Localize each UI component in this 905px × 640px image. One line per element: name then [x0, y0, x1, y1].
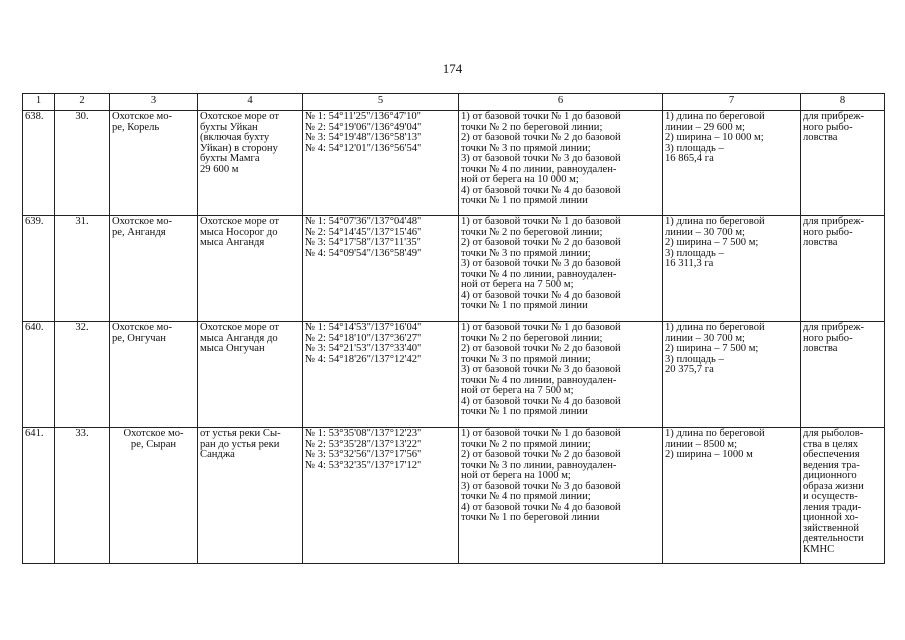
table-row: [23, 428, 885, 564]
text-line: точки № 1 по прямой линии: [461, 406, 588, 417]
text-line: зяйственной: [803, 522, 860, 534]
text-line: 4) от базовой точки № 4 до базовой: [461, 395, 621, 407]
text-line: 1) длина по береговой: [665, 322, 765, 333]
text-line: 3) от базовой точки № 3 до базовой: [461, 153, 621, 164]
text-line: точки № 2 по береговой линии;: [461, 332, 603, 344]
text-line: деятельности: [803, 533, 864, 544]
row-number: 638.: [23, 111, 55, 216]
text-line: точки № 4 по линии, равноудален-: [461, 374, 617, 386]
text-line: (включая бухту: [200, 132, 270, 143]
col-header-3: 3: [110, 94, 198, 111]
text-line: Охотское море от: [200, 111, 279, 122]
text-line: 2) ширина – 10 000 м;: [665, 132, 764, 143]
text-line: ционной хо-: [803, 512, 859, 523]
text-line: точки № 1 по береговой линии: [461, 512, 600, 523]
text-line: ре, Корель: [112, 121, 160, 133]
text-line: 2) ширина – 7 500 м;: [665, 343, 759, 354]
text-line: для прибреж-: [803, 216, 865, 227]
area-name: [110, 428, 198, 564]
text-line: 1) длина по береговой: [665, 216, 765, 227]
text-line: точки № 2 по прямой линии;: [461, 438, 591, 450]
text-line: точки № 3 по прямой линии;: [461, 353, 591, 365]
row-number: 641.: [23, 428, 55, 564]
text-line: и осуществ-: [803, 491, 858, 502]
text-line: ного рыбо-: [803, 226, 853, 238]
boundary-description: [459, 111, 663, 216]
text-line: 20 375,7 га: [665, 364, 714, 375]
text-line: ной от берега на 7 500 м;: [461, 279, 574, 290]
text-line: линии – 30 700 м;: [665, 332, 745, 344]
text-line: точки № 4 по линии, равноудален-: [461, 268, 617, 280]
area-dimensions: [663, 216, 801, 322]
text-line: мыса Ангандя: [200, 237, 265, 248]
base-point-coordinates: [303, 216, 459, 322]
text-line: бухты Мамга: [200, 153, 260, 164]
fishing-areas-table: [22, 93, 885, 564]
col-header-1: 1: [23, 94, 55, 111]
text-line: № 1: 54°11'25"/136°47'10": [305, 111, 421, 122]
row-number: 640.: [23, 322, 55, 428]
text-line: № 3: 53°32'56"/137°17'56": [305, 449, 422, 460]
text-line: мыса Ангандя до: [200, 332, 278, 344]
text-line: мыса Онгучан: [200, 343, 265, 354]
text-line: ран до устья реки: [200, 438, 280, 450]
page-number: 174: [442, 61, 463, 76]
text-line: Охотское мо-: [112, 322, 173, 333]
base-point-coordinates: [303, 322, 459, 428]
text-line: диционного: [803, 470, 857, 481]
text-line: № 4: 53°32'35"/137°17'12": [305, 459, 422, 471]
text-line: точки № 3 по прямой линии;: [461, 247, 591, 259]
text-line: ведения тра-: [803, 459, 860, 471]
area-dimensions: [663, 428, 801, 564]
text-line: 3) площадь –: [665, 247, 724, 259]
text-line: линии – 29 600 м;: [665, 121, 745, 133]
text-line: линии – 8500 м;: [665, 438, 738, 450]
text-line: Охотское море от: [200, 322, 279, 333]
text-line: № 2: 54°19'06"/136°49'04": [305, 121, 422, 133]
text-line: ства в целях: [803, 438, 859, 450]
text-line: ре, Ангандя: [112, 226, 166, 238]
text-line: Уйкан) в сторону: [200, 142, 278, 154]
text-line: ловства: [803, 343, 838, 354]
text-line: Охотское мо-: [123, 428, 184, 439]
fishing-purpose: [801, 428, 885, 564]
text-line: № 1: 54°14'53"/137°16'04": [305, 322, 422, 333]
text-line: 16 311,3 га: [665, 258, 714, 269]
text-line: ной от берега на 7 500 м;: [461, 385, 574, 396]
text-line: Охотское мо-: [112, 216, 173, 227]
text-line: обеспечения: [803, 449, 860, 460]
header-row: [23, 94, 885, 111]
text-line: точки № 3 по линии, равноудален-: [461, 459, 617, 471]
fishing-purpose: [801, 322, 885, 428]
text-line: ной от берега на 10 000 м;: [461, 174, 579, 185]
text-line: 1) от базовой точки № 1 до базовой: [461, 111, 621, 122]
text-line: 29 600 м: [200, 163, 239, 175]
text-line: точки № 2 по береговой линии;: [461, 121, 603, 133]
text-line: от устья реки Сы-: [200, 428, 281, 439]
text-line: для прибреж-: [803, 322, 865, 333]
text-line: № 2: 53°35'28"/137°13'22": [305, 438, 422, 450]
text-line: 4) от базовой точки № 4 до базовой: [461, 289, 621, 301]
area-boundaries: [198, 216, 303, 322]
text-line: 2) от базовой точки № 2 до базовой: [461, 132, 621, 143]
text-line: 2) ширина – 1000 м: [665, 449, 753, 460]
text-line: образа жизни: [803, 480, 864, 492]
text-line: ловства: [803, 237, 838, 248]
area-boundaries: [198, 428, 303, 564]
text-line: ной от берега на 1000 м;: [461, 470, 571, 481]
area-name: [110, 111, 198, 216]
text-line: КМНС: [803, 543, 835, 555]
text-line: № 3: 54°17'58"/137°11'35": [305, 237, 421, 248]
text-line: Охотское мо-: [112, 111, 173, 122]
text-line: точки № 1 по прямой линии: [461, 195, 588, 206]
col-header-4: 4: [198, 94, 303, 111]
text-line: 1) длина по береговой: [665, 111, 765, 122]
row-number: 639.: [23, 216, 55, 322]
text-line: 4) от базовой точки № 4 до базовой: [461, 501, 621, 513]
text-line: № 4: 54°12'01"/136°56'54": [305, 142, 422, 154]
text-line: Охотское море от: [200, 216, 279, 227]
area-dimensions: [663, 322, 801, 428]
text-line: 2) от базовой точки № 2 до базовой: [461, 343, 621, 354]
fishing-purpose: [801, 111, 885, 216]
text-line: № 3: 54°19'48"/136°58'13": [305, 132, 422, 143]
text-line: для прибреж-: [803, 111, 865, 122]
text-line: № 4: 54°09'54"/136°58'49": [305, 247, 422, 259]
area-name: [110, 322, 198, 428]
col-header-6: 6: [459, 94, 663, 111]
area-dimensions: [663, 111, 801, 216]
col-header-8: 8: [801, 94, 885, 111]
text-line: 2) от базовой точки № 2 до базовой: [461, 237, 621, 248]
text-line: 2) ширина – 7 500 м;: [665, 237, 759, 248]
area-number: 30.: [55, 111, 110, 216]
text-line: ного рыбо-: [803, 121, 853, 133]
text-line: 1) от базовой точки № 1 до базовой: [461, 428, 621, 439]
text-line: точки № 4 по прямой линии;: [461, 491, 591, 502]
text-line: 3) от базовой точки № 3 до базовой: [461, 480, 621, 492]
base-point-coordinates: [303, 111, 459, 216]
text-line: 1) от базовой точки № 1 до базовой: [461, 216, 621, 227]
text-line: 3) площадь –: [665, 353, 724, 365]
area-number: 32.: [55, 322, 110, 428]
boundary-description: [459, 322, 663, 428]
text-line: ления тради-: [803, 501, 862, 513]
text-line: мыса Носорог до: [200, 226, 278, 238]
text-line: для рыболов-: [803, 428, 864, 439]
text-line: 3) от базовой точки № 3 до базовой: [461, 258, 621, 269]
text-line: 1) длина по береговой: [665, 428, 765, 439]
fishing-purpose: [801, 216, 885, 322]
text-line: ре, Онгучан: [112, 332, 166, 344]
table-row: [23, 111, 885, 216]
text-line: ре, Сыран: [130, 438, 177, 450]
text-line: ловства: [803, 132, 838, 143]
text-line: 3) от базовой точки № 3 до базовой: [461, 364, 621, 375]
col-header-7: 7: [663, 94, 801, 111]
text-line: № 1: 53°35'08"/137°12'23": [305, 428, 422, 439]
text-line: № 4: 54°18'26"/137°12'42": [305, 353, 422, 365]
text-line: 1) от базовой точки № 1 до базовой: [461, 322, 621, 333]
text-line: № 2: 54°18'10"/137°36'27": [305, 332, 422, 344]
text-line: бухты Уйкан: [200, 121, 258, 133]
area-number: 31.: [55, 216, 110, 322]
text-line: Санджа: [200, 449, 235, 460]
base-point-coordinates: [303, 428, 459, 564]
text-line: 4) от базовой точки № 4 до базовой: [461, 184, 621, 196]
text-line: линии – 30 700 м;: [665, 226, 745, 238]
text-line: № 3: 54°21'53"/137°33'40": [305, 343, 422, 354]
boundary-description: [459, 216, 663, 322]
text-line: точки № 4 по линии, равноудален-: [461, 163, 617, 175]
text-line: № 2: 54°14'45"/137°15'46": [305, 226, 422, 238]
text-line: № 1: 54°07'36"/137°04'48": [305, 216, 422, 227]
area-name: [110, 216, 198, 322]
table-row: [23, 322, 885, 428]
text-line: 3) площадь –: [665, 142, 724, 154]
area-boundaries: [198, 111, 303, 216]
col-header-2: 2: [55, 94, 110, 111]
text-line: точки № 3 по прямой линии;: [461, 142, 591, 154]
boundary-description: [459, 428, 663, 564]
text-line: точки № 2 по береговой линии;: [461, 226, 603, 238]
area-boundaries: [198, 322, 303, 428]
text-line: 2) от базовой точки № 2 до базовой: [461, 449, 621, 460]
text-line: 16 865,4 га: [665, 153, 714, 164]
table-row: [23, 216, 885, 322]
text-line: точки № 1 по прямой линии: [461, 300, 588, 311]
text-line: ного рыбо-: [803, 332, 853, 344]
col-header-5: 5: [303, 94, 459, 111]
area-number: 33.: [55, 428, 110, 564]
